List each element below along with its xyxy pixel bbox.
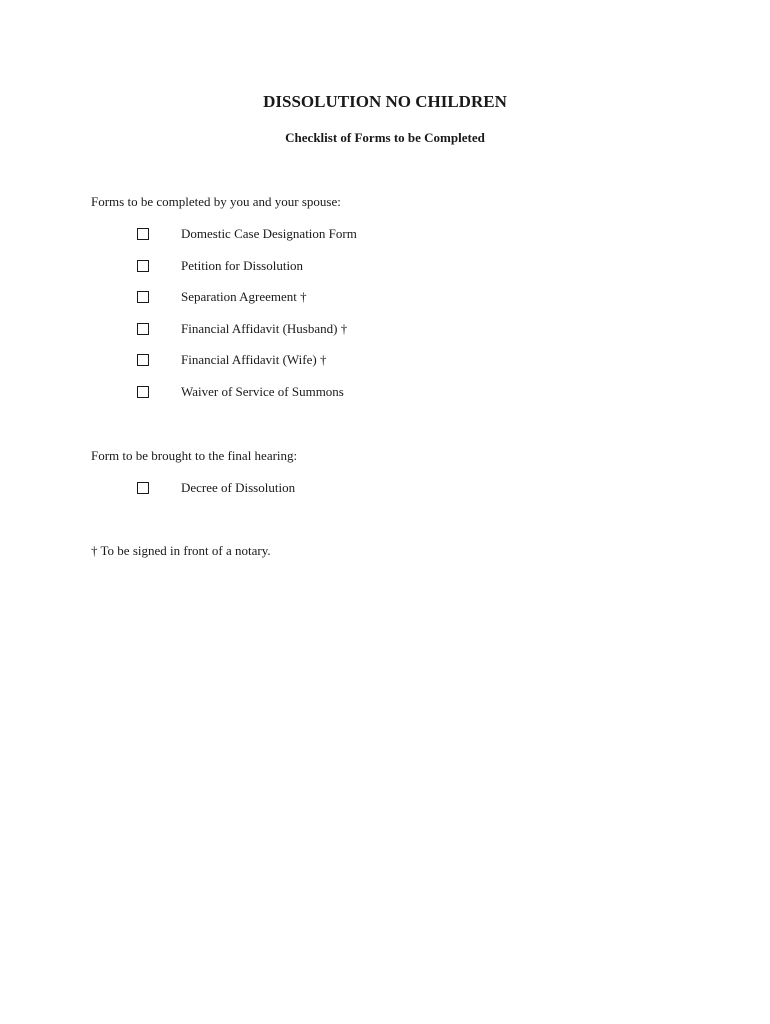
checklist-item-label: Waiver of Service of Summons bbox=[181, 384, 344, 399]
checklist-item-label: Financial Affidavit (Husband) † bbox=[181, 321, 348, 336]
checkbox[interactable] bbox=[137, 482, 149, 494]
checklist-item bbox=[137, 224, 357, 244]
checklist-item bbox=[137, 382, 344, 402]
section-heading-final-hearing: Form to be brought to the final hearing: bbox=[91, 448, 298, 463]
checkbox[interactable] bbox=[137, 260, 149, 272]
checklist-item-label: Financial Affidavit (Wife) † bbox=[181, 352, 327, 367]
checklist-item-label: Decree of Dissolution bbox=[181, 480, 296, 495]
checkbox[interactable] bbox=[137, 323, 149, 335]
checklist-item bbox=[137, 478, 296, 498]
checklist-item bbox=[137, 256, 304, 276]
checklist-item bbox=[137, 287, 307, 307]
checklist-item-label: Domestic Case Designation Form bbox=[181, 226, 357, 241]
checkbox[interactable] bbox=[137, 354, 149, 366]
checklist-item-label: Petition for Dissolution bbox=[181, 258, 304, 273]
page-title: DISSOLUTION NO CHILDREN bbox=[263, 92, 507, 111]
page-subtitle: Checklist of Forms to be Completed bbox=[285, 130, 485, 145]
section-heading-spouse-forms: Forms to be completed by you and your spouse: bbox=[91, 194, 341, 209]
checklist-item bbox=[137, 350, 327, 370]
footnote-notary: † To be signed in front of a notary. bbox=[91, 543, 271, 558]
checkbox[interactable] bbox=[137, 291, 149, 303]
checkbox[interactable] bbox=[137, 228, 149, 240]
checklist-item bbox=[137, 319, 348, 339]
checklist-item-label: Separation Agreement † bbox=[181, 289, 307, 304]
checkbox[interactable] bbox=[137, 386, 149, 398]
